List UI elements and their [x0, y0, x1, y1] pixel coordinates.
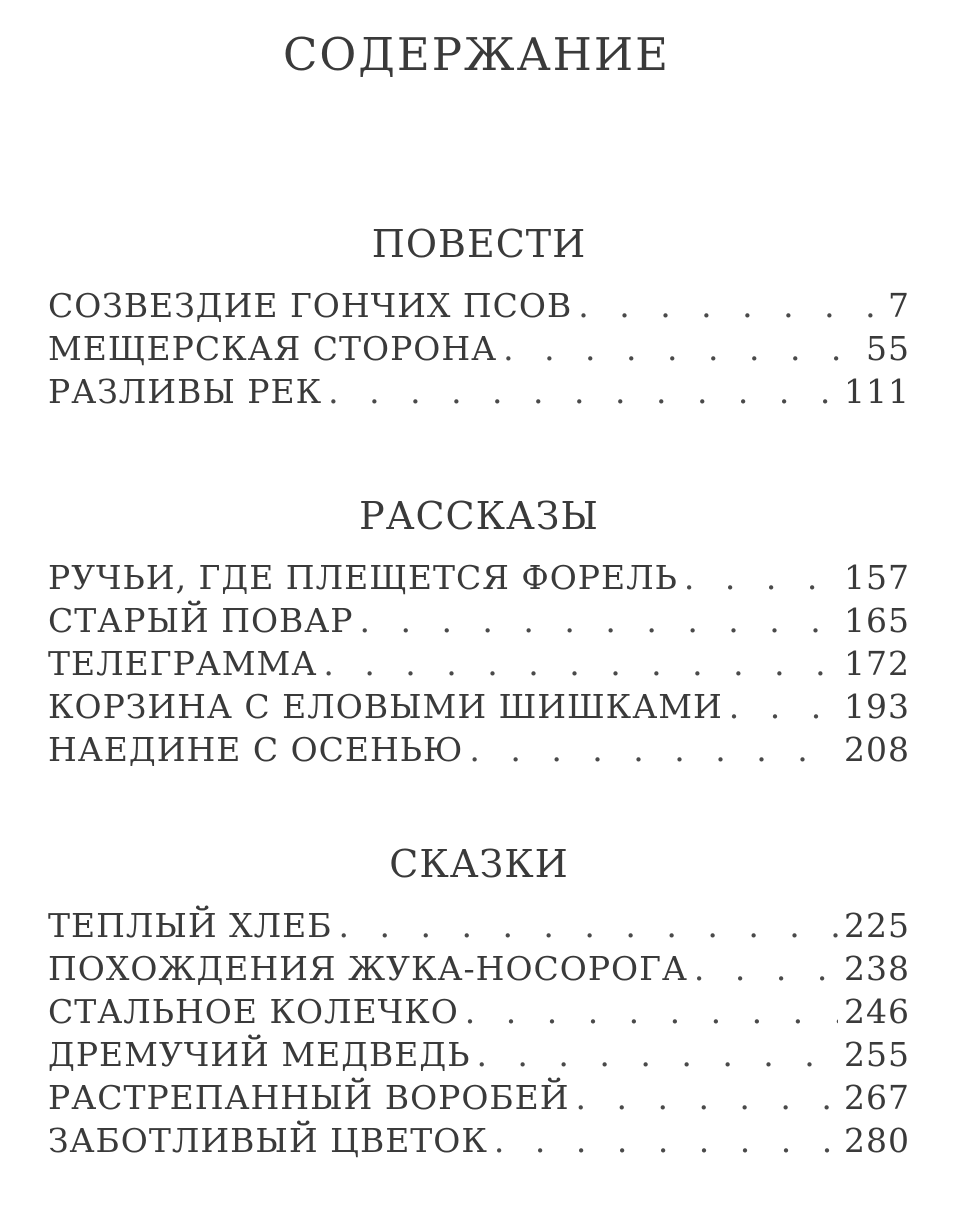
dot-leader [729, 687, 838, 726]
toc-entry [48, 372, 910, 415]
entry-title: СТАРЫЙ ПОВАР [48, 601, 354, 640]
dot-leader [684, 558, 838, 597]
toc-entry [48, 601, 910, 644]
dot-leader [323, 644, 838, 683]
dot-leader [694, 949, 838, 988]
entry-title: РАЗЛИВЫ РЕК [48, 372, 323, 411]
section-skazki [48, 842, 910, 1164]
toc-entry [48, 329, 910, 372]
toc-entry [48, 730, 910, 773]
entry-page-number: 172 [844, 644, 910, 683]
dot-leader [469, 730, 838, 769]
entry-page-number: 7 [888, 286, 910, 325]
entry-page-number: 193 [844, 687, 910, 726]
entry-page-number: 246 [844, 992, 910, 1031]
toc-entry [48, 992, 910, 1035]
entry-page-number: 238 [844, 949, 910, 988]
dot-leader [339, 906, 838, 945]
toc-entry [48, 1121, 910, 1164]
toc-list [48, 286, 910, 415]
section-heading: ПОВЕСТИ [371, 222, 587, 266]
entry-page-number: 280 [844, 1121, 910, 1160]
entry-page-number: 157 [844, 558, 910, 597]
toc-list [48, 558, 910, 773]
toc-entry [48, 1078, 910, 1121]
dot-leader [578, 286, 882, 325]
entry-title: КОРЗИНА С ЕЛОВЫМИ ШИШКАМИ [48, 687, 723, 726]
entry-title: ТЕПЛЫЙ ХЛЕБ [48, 906, 333, 945]
toc-entry [48, 1035, 910, 1078]
entry-title: НАЕДИНЕ С ОСЕНЬЮ [48, 730, 464, 769]
section-rasskazy [48, 494, 910, 773]
dot-leader [494, 1121, 838, 1160]
entry-title: ТЕЛЕГРАММА [48, 644, 318, 683]
entry-title: МЕЩЕРСКАЯ СТОРОНА [48, 329, 498, 368]
dot-leader [576, 1078, 839, 1117]
entry-page-number: 55 [866, 329, 910, 368]
entry-title: ДРЕМУЧИЙ МЕДВЕДЬ [48, 1035, 471, 1074]
dot-leader [503, 329, 860, 368]
entry-title: РУЧЬИ, ГДЕ ПЛЕЩЕТСЯ ФОРЕЛЬ [48, 558, 678, 597]
entry-page-number: 255 [844, 1035, 910, 1074]
toc-entry [48, 906, 910, 949]
dot-leader [328, 372, 838, 411]
entry-page-number: 111 [844, 372, 910, 411]
section-heading: СКАЗКИ [389, 842, 569, 886]
entry-title: РАСТРЕПАННЫЙ ВОРОБЕЙ [48, 1078, 570, 1117]
toc-entry [48, 949, 910, 992]
entry-title: ПОХОЖДЕНИЯ ЖУКА-НОСОРОГА [48, 949, 688, 988]
toc-entry [48, 644, 910, 687]
entry-page-number: 165 [844, 601, 910, 640]
entry-page-number: 225 [844, 906, 910, 945]
page-title: СОДЕРЖАНИЕ [282, 28, 670, 81]
entry-title: СТАЛЬНОЕ КОЛЕЧКО [48, 992, 459, 1031]
dot-leader [465, 992, 838, 1031]
section-heading: РАССКАЗЫ [359, 494, 599, 538]
entry-page-number: 267 [844, 1078, 910, 1117]
entry-page-number: 208 [844, 730, 910, 769]
toc-entry [48, 687, 910, 730]
toc-list [48, 906, 910, 1164]
entry-title: ЗАБОТЛИВЫЙ ЦВЕТОК [48, 1121, 488, 1160]
dot-leader [359, 601, 838, 640]
entry-title: СОЗВЕЗДИЕ ГОНЧИХ ПСОВ [48, 286, 573, 325]
dot-leader [476, 1035, 838, 1074]
toc-entry [48, 558, 910, 601]
toc-entry [48, 286, 910, 329]
section-povesti [48, 222, 910, 415]
